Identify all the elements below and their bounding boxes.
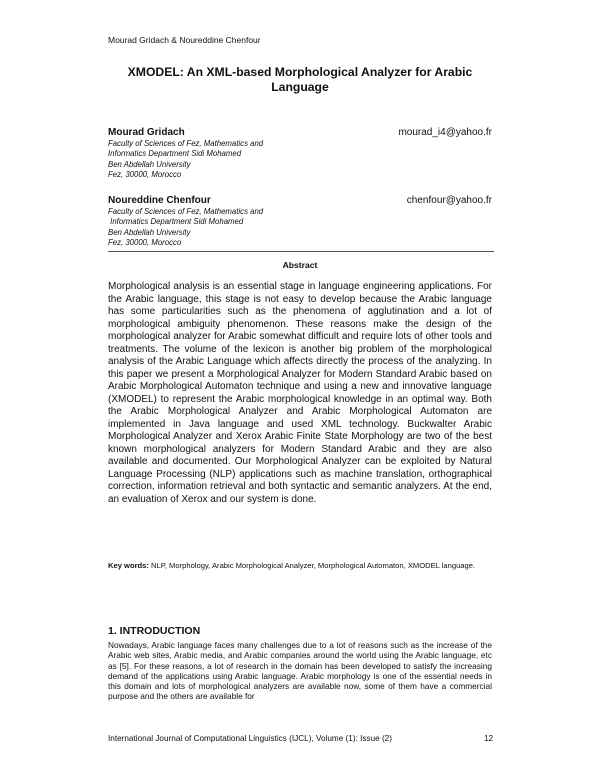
author-affiliation-line: Informatics Department Sidi Mohamed bbox=[108, 149, 242, 159]
running-header: Mourad Gridach & Noureddine Chenfour bbox=[108, 35, 261, 45]
keywords-label: Key words: bbox=[108, 561, 149, 570]
keywords-list: NLP, Morphology, Arabic Morphological Analyzer, Morphological Automaton, XMODEL language. bbox=[148, 561, 476, 570]
author-affiliation-line: Faculty of Sciences of Fez, Mathematics and bbox=[108, 139, 264, 148]
author-affiliation-line: Informatics Department Sidi Mohamed bbox=[108, 217, 244, 227]
abstract-heading: Abstract bbox=[282, 260, 318, 270]
abstract-text: Morphological analysis is an essential stage in language engineering applications. For the Arabic language, this stage is not easy to develop because the Arabic language has some particularities such as the phenomena of agglutination and a lot of morphological ambiguity phenomenon. These reasons make the design of the morphological analyzer for Arabic somewhat difficult and require lots of other tools and treatments. The volume of the lexicon is another big problem of the morphological analysis of the Arabic Language which affects directly the process of the analyzing. In this paper we present a Morphological Analyzer for Modern Standard Arabic based on Arabic Morphological Automaton technique and using a new and innovative language (XMODEL) to represent the Arabic morphological knowledge in an optimal way. Both the Arabic Morphological Analyzer and Arabic Morphological Automaton are implemented in Java language and used XML technology. Buckwalter Arabic Morphological Analyzer and Xerox Arabic Finite State Morphology are two of the best known morphological analyzers for Modern Standard Arabic and they are also available and documented. Our Morphological Analyzer can be exploited by Natural Language Processing (NLP) applications such as machine translation, orthographical correction, information retrieval and both syntactic and semantic analyzers. At the end, an evaluation of Xerox and our system is done. bbox=[108, 281, 492, 505]
author-email[interactable]: mourad_i4@yahoo.fr bbox=[398, 127, 492, 138]
author-affiliation-line: Ben Abdellah University bbox=[108, 227, 191, 237]
author-block-1 bbox=[108, 126, 492, 180]
author-affiliation-line: Fez, 30000, Morocco bbox=[108, 237, 182, 247]
section-divider bbox=[108, 251, 494, 252]
author-affiliation-line: Ben Abdellah University bbox=[108, 159, 191, 169]
author-affiliation-line: Fez, 30000, Morocco bbox=[108, 169, 182, 179]
intro-paragraph: Nowadays, Arabic language faces many challenges due to a lot of reasons such as the increase of the Arabic web sites, Arabic media, and Arabic companies around the world using the Arabic language, etc as [5]. For these reasons, a lot of research in the domain has been developed to satisfy the increasing demand of the applications using Arabic language. Arabic morphology is one of the essential needs in this domain and lots of morphological analyzers are available now, some of them have a commercial purpose and the others are available for bbox=[108, 640, 492, 702]
journal-footer: International Journal of Computational Linguistics (IJCL), Volume (1): Issue (2) bbox=[108, 734, 392, 743]
page-number: 12 bbox=[484, 734, 494, 743]
paper-title: XMODEL: An XML-based Morphological Analyzer for Arabic Language bbox=[127, 65, 473, 94]
author-block-2 bbox=[108, 194, 492, 248]
keywords bbox=[108, 561, 492, 571]
author-email[interactable]: chenfour@yahoo.fr bbox=[406, 195, 492, 206]
section-heading: 1. INTRODUCTION bbox=[108, 625, 201, 637]
author-name: Mourad Gridach bbox=[108, 127, 185, 138]
author-name: Noureddine Chenfour bbox=[108, 195, 211, 206]
author-affiliation-line: Faculty of Sciences of Fez, Mathematics and bbox=[108, 207, 264, 216]
